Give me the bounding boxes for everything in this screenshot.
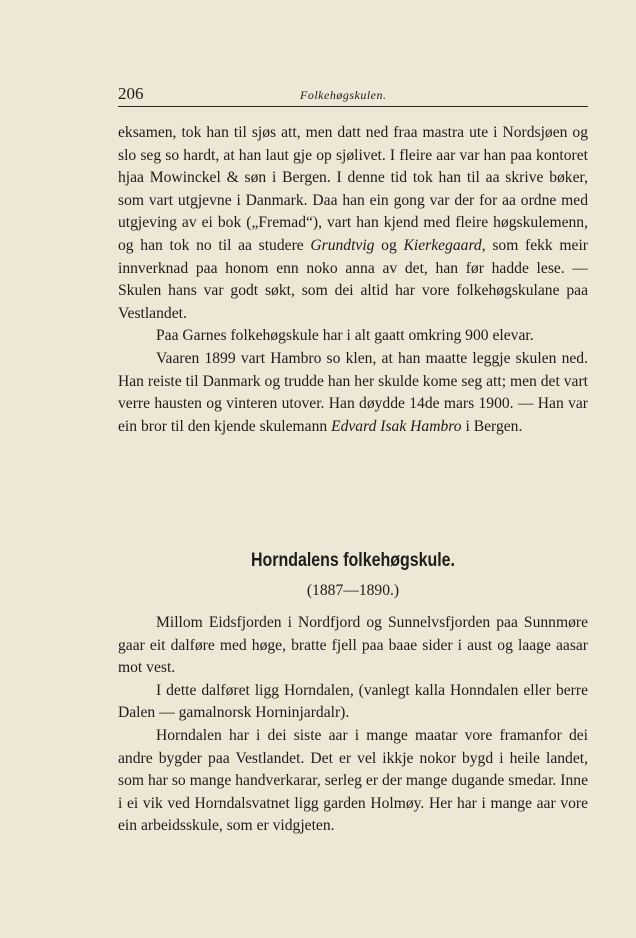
paragraph xyxy=(118,348,588,438)
paragraph xyxy=(118,122,588,325)
running-title: Folkehøgskulen. xyxy=(300,88,387,102)
paragraph-text: , som fekk meir innverknad paa honom enn noko anna av det, han før hadde lese. — Skulen hans var godt søkt, som dei altid har vore folkehøgskulane paa Vestlandet. xyxy=(118,236,589,322)
paragraph: Millom Eidsfjorden i Nordfjord og Sunnelvsfjorden paa Sunnmøre gaar eit dalføre med høge, bratte fjell paa baae sider i aust og laage aasar mot vest. xyxy=(118,614,588,677)
page-number: 206 xyxy=(118,84,144,103)
paragraph-text: og xyxy=(374,236,404,254)
name-kierkegaard: Kierkegaard xyxy=(403,236,482,254)
paragraph: I dette dalføret ligg Horndalen, (vanlegt kalla Honndalen eller berre Dalen — gamalnorsk Horninjardalr). xyxy=(118,681,588,722)
name-edvard-hambro: Edvard Isak Hambro xyxy=(331,417,462,435)
paragraph-text: i Bergen. xyxy=(461,417,523,435)
section-garnes-text xyxy=(118,122,588,438)
paragraph-text: Vaaren 1899 vart Hambro so klen, at han maatte leggje skulen ned. Han reiste til Danmark og trudde han her skulde kome seg att; men det vart verre hausten og vinteren utover. Han døydde 14de mars 1900. — Han var ein bror til den kjende skulemann xyxy=(118,349,588,435)
header-rule xyxy=(118,106,588,107)
name-grundtvig: Grundtvig xyxy=(310,236,375,254)
paragraph: Paa Garnes folkehøgskule har i alt gaatt omkring 900 elevar. xyxy=(156,327,534,345)
paragraph: Horndalen har i dei siste aar i mange maatar vore framanfor dei andre bygder paa Vestlandet. Det er vel ikkje nokor bygd i heile landet, som har so mange handverkarar, serleg er der mange dugande smedar. Inne i ei vik ved Horndalsvatnet ligg garden Holmøy. Her har i mange aar vore ein arbeidsskule, som er vidgjeten. xyxy=(118,726,588,835)
section-title: Horndalens folkehøgskule. xyxy=(251,550,455,571)
page-header xyxy=(118,84,586,108)
section-horndalen-text xyxy=(118,612,588,838)
paragraph-text: eksamen, tok han til sjøs att, men datt ned fraa mastra ute i Nordsjøen og slo seg so hardt, at han laut gje op sjølivet. I fleire aar var han paa kontoret hjaa Mowinckel & søn i Bergen. I denne tid tok han til aa skrive bøker, som vart utgjevne i Danmark. Daa han ein gong var der for aa ordne med utgjeving av ei bok („Fremad“), vart han kjend med fleire høgskulemenn, og han tok no til aa studere xyxy=(118,124,588,254)
section-dates: (1887—1890.) xyxy=(306,582,400,599)
